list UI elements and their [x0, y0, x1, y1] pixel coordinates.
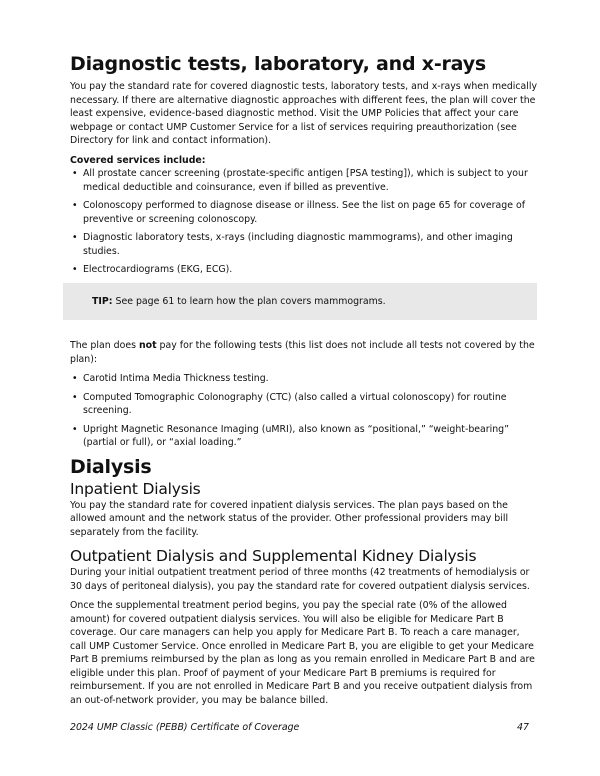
footer-title: 2024 UMP Classic (PEBB) Certificate of Coverage: [70, 722, 300, 733]
list-item: • Computed Tomographic Colonography (CTC) (also called a virtual colonoscopy) for routine screening.: [70, 391, 538, 418]
tip-body: See page 61 to learn how the plan covers mammograms.: [112, 296, 386, 307]
list-item: • Electrocardiograms (EKG, ECG).: [70, 263, 538, 277]
diagnostic-intro: You pay the standard rate for covered diagnostic tests, laboratory tests, and x-rays when medically necessary. If there are alternative diagnostic approaches with different fees, the plan will cover the least expensive, evidence-based diagnostic method. Visit the UMP Policies that affect your care webpage or contact UMP Customer Service for a list of services requiring preauthorization (see Directory for link and contact information).: [70, 81, 538, 146]
list-item: • All prostate cancer screening (prostate-specific antigen [PSA testing]), which is subject to your medical deductible and coinsurance, even if billed as preventive.: [70, 167, 538, 194]
not-covered-intro-bold: not: [138, 340, 157, 351]
outpatient-dialysis-text-2: Once the supplemental treatment period begins, you pay the special rate (0% of the allowed amount) for covered outpatient dialysis services. You will also be eligible for Medicare Part B coverage. Our care managers can help you apply for Medicare Part B. To reach a care manager, call UMP Customer Service. Once enrolled in Medicare Part B, you are eligible to get your Medicare Part B premiums reimbursed by the plan as long as you remain enrolled in Medicare Part B and are eligible under this plan. Proof of payment of your Medicare Part B premiums is required for reimbursement. If you are not enrolled in Medicare Part B and you receive outpatient dialysis from an out-of-network provider, you may be balance billed.: [70, 600, 535, 706]
inpatient-dialysis-heading: Inpatient Dialysis: [70, 479, 201, 498]
not-covered-intro-post: pay for the following tests (this list does not include all tests not covered by the plan):: [70, 340, 535, 365]
list-item: • Colonoscopy performed to diagnose disease or illness. See the list on page 65 for coverage of preventive or screening colonoscopy.: [70, 199, 538, 226]
page-content-lower: [70, 339, 538, 707]
tip-text: [92, 295, 386, 309]
covered-services-label: Covered services include:: [70, 154, 206, 166]
not-covered-intro: [70, 339, 538, 366]
outpatient-dialysis-text-1: During your initial outpatient treatment period of three months (42 treatments of hemodialysis or 30 days of peritoneal dialysis), you pay the standard rate for covered outpatient dialysis services.: [70, 567, 530, 592]
tip-box: [63, 283, 537, 320]
inpatient-dialysis-text: You pay the standard rate for covered inpatient dialysis services. The plan pays based on the allowed amount and the network status of the provider. Other professional providers may bill separately from the facility.: [70, 499, 509, 538]
page-content: [70, 52, 538, 300]
not-covered-list: [70, 372, 538, 450]
diagnostic-heading: Diagnostic tests, laboratory, and x-rays: [70, 53, 487, 75]
not-covered-intro-pre: The plan does: [70, 340, 139, 351]
covered-services-list: [70, 167, 538, 295]
page-number: 47: [517, 722, 529, 733]
list-item: • Diagnostic laboratory tests, x-rays (including diagnostic mammograms), and other imaging studies.: [70, 231, 538, 258]
list-item: • Carotid Intima Media Thickness testing.: [70, 372, 538, 386]
tip-label: TIP:: [92, 296, 113, 307]
dialysis-heading: Dialysis: [70, 455, 152, 478]
outpatient-dialysis-heading: Outpatient Dialysis and Supplemental Kidney Dialysis: [70, 547, 477, 565]
list-item: • Upright Magnetic Resonance Imaging (uMRI), also known as “positional,” “weight-bearing” (partial or full), or “axial loading.”: [70, 423, 538, 450]
